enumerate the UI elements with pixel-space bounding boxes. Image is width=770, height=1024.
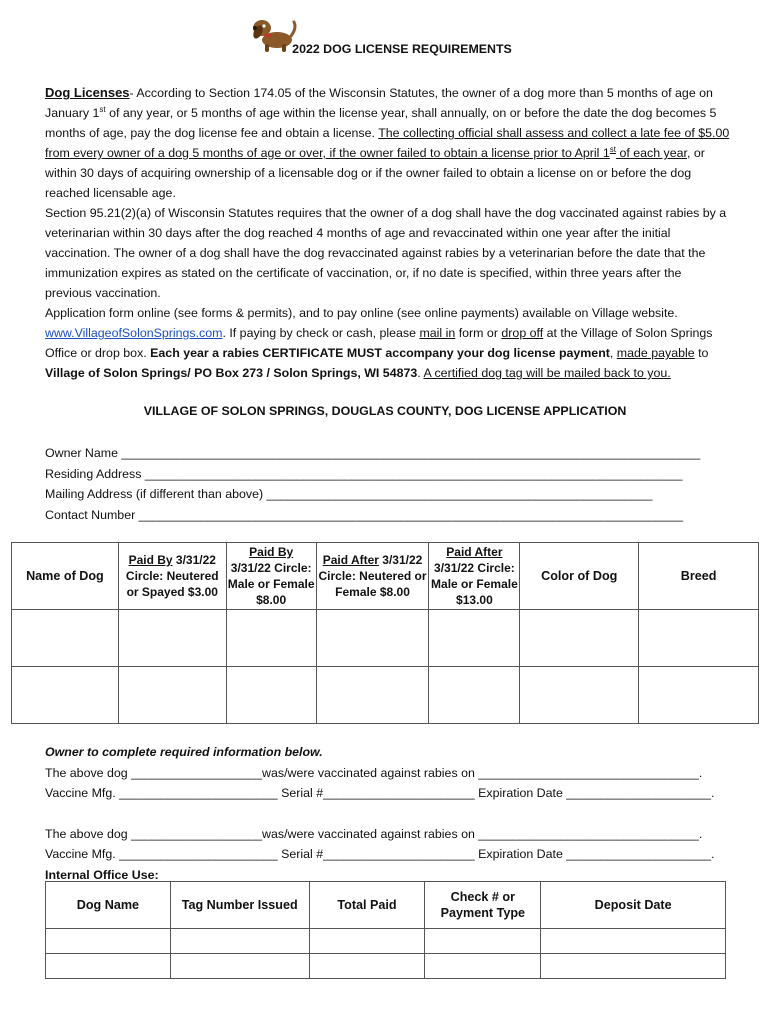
- table-cell[interactable]: [46, 954, 171, 979]
- application-title: VILLAGE OF SOLON SPRINGS, DOUGLAS COUNTY, DOG LICENSE APPLICATION: [143, 404, 627, 418]
- table-cell[interactable]: [425, 929, 541, 954]
- dog-licenses-heading: Dog Licenses: [45, 85, 130, 100]
- license-table: [11, 542, 759, 724]
- header-paid-after-neutered: Paid After 3/31/22 Circle: Neutered or Female $8.00: [316, 543, 429, 610]
- contact-number-field[interactable]: Contact Number _______________________________________________________________________________: [45, 507, 684, 522]
- table-cell[interactable]: [226, 610, 316, 667]
- dog-licenses-paragraph: Dog Licenses- According to Section 174.05 of the Wisconsin Statutes, the owner of a dog more than 5 months of age on January 1st of any year, or 5 months of age within the license year, shall annually, on or before the date the dog becomes 5 months of age, pay the dog license fee and obtain a license. The collecting official shall assess and collect a late fee of $5.00 from every owner of a dog 5 months of age or over, if the owner failed to obtain a license prior to April 1st of each year, or within 30 days of acquiring ownership of a licensable dog or if the owner failed to obtain a license on or before the dog reached licensable age.: [45, 85, 730, 200]
- table-row: [46, 954, 726, 979]
- requirements-text: [45, 83, 730, 383]
- table-row: [46, 929, 726, 954]
- owner-fields: [45, 443, 730, 525]
- owner-section: [45, 742, 745, 885]
- table-cell[interactable]: [429, 610, 520, 667]
- header-paid-by-male-female: Paid By 3/31/22 Circle: Male or Female $8.00: [226, 543, 316, 610]
- table-cell[interactable]: [425, 954, 541, 979]
- mailing-address: Village of Solon Springs/ PO Box 273 / Solon Springs, WI 54873: [45, 366, 418, 380]
- document-title: 2022 DOG LICENSE REQUIREMENTS: [292, 42, 512, 56]
- header-color-of-dog: Color of Dog: [520, 543, 639, 610]
- vaccine-mfg-line-2[interactable]: Vaccine Mfg. _______________________ Serial #______________________ Expiration Date _____________________.: [45, 847, 715, 861]
- table-cell[interactable]: [12, 667, 119, 724]
- application-paragraph: Application form online (see forms & permits), and to pay online (see online payments) available on Village website. www.VillageofSolonSprings.com. If paying by check or cash, please mail in form or drop off at the Village of Solon Springs Office or drop box. Each year a rabies CERTIFICATE MUST accompany your dog license payment, made payable to Village of Solon Springs/ PO Box 273 / Solon Springs, WI 54873. A certified dog tag will be mailed back to you.: [45, 306, 713, 380]
- office-table: [45, 881, 726, 979]
- table-cell[interactable]: [520, 610, 639, 667]
- header-paid-by-neutered: Paid By 3/31/22 Circle: Neutered or Spayed $3.00: [118, 543, 226, 610]
- internal-office-use-heading: Internal Office Use:: [45, 867, 159, 882]
- rabies-paragraph: Section 95.21(2)(a) of Wisconsin Statutes requires that the owner of a dog shall have the dog vaccinated against rabies by a veterinarian within 30 days after the dog reached 4 months of age and revaccinated within one year after the initial vaccination. The owner of a dog shall have the dog revaccinated against rabies by a veterinarian before the date that the immunization expires as stated on the certificate of vaccination, or, if no date is specified, within three years after the previous vaccination.: [45, 206, 727, 300]
- table-cell[interactable]: [170, 954, 309, 979]
- table-cell[interactable]: [118, 610, 226, 667]
- table-cell[interactable]: [541, 954, 726, 979]
- office-table-header: [46, 882, 726, 929]
- vaccination-line-1[interactable]: The above dog ___________________was/were vaccinated against rabies on ________________________________.: [45, 765, 703, 780]
- table-cell[interactable]: [316, 610, 429, 667]
- table-cell[interactable]: [541, 929, 726, 954]
- header-breed: Breed: [639, 543, 759, 610]
- header-payment-type: Check # or Payment Type: [425, 882, 541, 929]
- late-fee-text: The collecting official shall assess and collect a late fee of $5.00 from every owner of a dog 5 months of age or over, if the owner failed to obtain a license prior to April 1: [45, 126, 730, 160]
- tag-note: A certified dog tag will be mailed back to you.: [423, 366, 671, 380]
- mailing-address-field[interactable]: Mailing Address (if different than above) ________________________________________________________: [45, 487, 653, 501]
- table-cell[interactable]: [170, 929, 309, 954]
- vaccine-mfg-line-1[interactable]: Vaccine Mfg. _______________________ Serial #______________________ Expiration Date _____________________.: [45, 786, 715, 800]
- table-cell[interactable]: [309, 954, 425, 979]
- table-cell[interactable]: [46, 929, 171, 954]
- license-table-header: [12, 543, 759, 610]
- header-name-of-dog: Name of Dog: [12, 543, 119, 610]
- table-cell[interactable]: [12, 610, 119, 667]
- rabies-certificate-note: Each year a rabies CERTIFICATE MUST accompany your dog license payment: [150, 346, 610, 360]
- table-cell[interactable]: [639, 667, 759, 724]
- residing-address-field[interactable]: Residing Address ______________________________________________________________________________: [45, 466, 683, 481]
- header-deposit-date: Deposit Date: [541, 882, 726, 929]
- owner-section-heading: Owner to complete required information below.: [45, 745, 323, 759]
- table-cell[interactable]: [639, 610, 759, 667]
- vaccination-line-2[interactable]: The above dog ___________________was/were vaccinated against rabies on ________________________________.: [45, 826, 703, 841]
- table-cell[interactable]: [429, 667, 520, 724]
- table-cell[interactable]: [316, 667, 429, 724]
- header-dog-name: Dog Name: [46, 882, 171, 929]
- village-website-link[interactable]: www.VillageofSolonSprings.com: [45, 326, 223, 340]
- header-tag-number: Tag Number Issued: [170, 882, 309, 929]
- header-paid-after-male-female: Paid After 3/31/22 Circle: Male or Female $13.00: [429, 543, 520, 610]
- owner-name-field[interactable]: Owner Name ____________________________________________________________________________________: [45, 446, 701, 460]
- table-cell[interactable]: [309, 929, 425, 954]
- table-cell[interactable]: [226, 667, 316, 724]
- header-total-paid: Total Paid: [309, 882, 425, 929]
- table-cell[interactable]: [520, 667, 639, 724]
- table-row: [12, 667, 759, 724]
- table-row: [12, 610, 759, 667]
- table-cell[interactable]: [118, 667, 226, 724]
